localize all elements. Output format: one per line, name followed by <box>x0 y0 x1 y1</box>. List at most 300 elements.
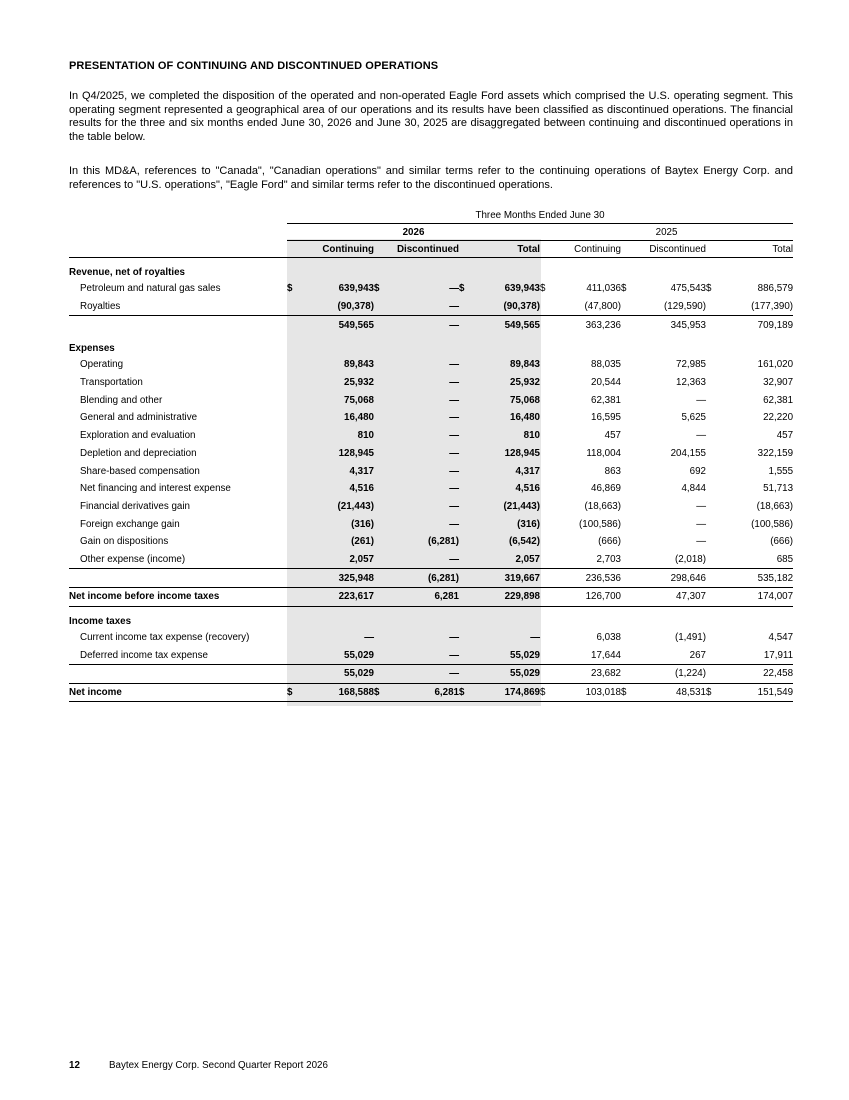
cell-value: 236,536 <box>552 569 621 588</box>
cell-value: 62,381 <box>763 394 794 406</box>
table-row <box>69 646 793 664</box>
table-row <box>69 629 793 647</box>
cell-value: (1,491) <box>674 632 706 644</box>
currency-symbol <box>287 515 300 533</box>
cell-value: 22,458 <box>718 665 793 684</box>
currency-symbol: $ <box>621 683 633 702</box>
cell-value: (666) <box>598 536 621 548</box>
cell-value: — <box>449 447 459 459</box>
cell-value: (21,443) <box>503 500 540 512</box>
cell-value: — <box>449 465 459 477</box>
row-label: Depletion and depreciation <box>80 447 197 459</box>
cell-value: 118,004 <box>586 447 621 459</box>
row-label: Foreign exchange gain <box>80 518 180 530</box>
cell-value: 886,579 <box>757 283 794 295</box>
currency-symbol <box>706 646 718 664</box>
currency-symbol <box>374 445 386 463</box>
currency-symbol: $ <box>540 683 552 702</box>
cell-value: (261) <box>351 536 374 548</box>
cell-value: — <box>449 283 459 295</box>
row-label <box>69 569 287 588</box>
row-label: Petroleum and natural gas sales <box>80 283 221 295</box>
cell-value: 223,617 <box>300 588 374 607</box>
currency-symbol <box>287 480 300 498</box>
cell-value: — <box>386 665 459 684</box>
currency-symbol <box>374 391 386 409</box>
currency-symbol <box>706 391 718 409</box>
table-row <box>69 298 793 316</box>
cell-value: — <box>449 377 459 389</box>
cell-value: (2,018) <box>633 551 706 569</box>
column-header: Continuing <box>287 241 374 258</box>
currency-symbol <box>459 629 471 647</box>
currency-symbol <box>459 588 471 607</box>
currency-symbol <box>374 588 386 607</box>
currency-symbol <box>540 298 552 316</box>
currency-symbol <box>287 409 300 427</box>
cell-value: 457 <box>604 430 621 442</box>
currency-symbol <box>540 374 552 392</box>
currency-symbol <box>621 533 633 551</box>
cell-value: 55,029 <box>471 665 540 684</box>
currency-symbol <box>287 298 300 316</box>
currency-symbol <box>540 480 552 498</box>
cell-value: 23,682 <box>552 665 621 684</box>
cell-value: 6,038 <box>596 632 621 644</box>
currency-symbol <box>374 646 386 664</box>
currency-symbol: $ <box>706 683 718 702</box>
cell-value: 20,544 <box>591 377 621 389</box>
cell-value: 4,844 <box>681 483 706 495</box>
currency-symbol <box>459 462 471 480</box>
cell-value: (100,586) <box>579 518 621 530</box>
currency-symbol <box>621 665 633 684</box>
cell-value: 25,932 <box>510 377 540 389</box>
currency-symbol <box>374 665 386 684</box>
cell-value: 639,943 <box>338 283 374 295</box>
currency-symbol: $ <box>459 283 465 295</box>
table-row <box>69 391 793 409</box>
currency-symbol <box>621 409 633 427</box>
cell-value: 685 <box>718 551 793 569</box>
currency-symbol <box>621 629 633 647</box>
currency-symbol <box>540 316 552 334</box>
cell-value: 25,932 <box>344 377 374 389</box>
row-label: Operating <box>80 359 124 371</box>
cell-value: 55,029 <box>471 646 540 664</box>
currency-symbol <box>459 498 471 516</box>
currency-symbol <box>706 498 718 516</box>
row-label: Royalties <box>69 298 287 316</box>
cell-value: 345,953 <box>670 319 706 331</box>
row-label <box>69 316 287 334</box>
cell-value: 4,547 <box>768 632 794 644</box>
cell-value: — <box>449 412 459 424</box>
cell-value: 161,020 <box>757 359 794 371</box>
currency-symbol <box>621 316 633 334</box>
currency-symbol <box>287 588 300 607</box>
table-row <box>69 409 793 427</box>
currency-symbol <box>459 480 471 498</box>
currency-symbol <box>287 391 300 409</box>
cell-value: (316) <box>351 518 374 530</box>
currency-symbol <box>459 298 471 316</box>
cell-value: 709,189 <box>757 319 794 331</box>
section-label: Revenue, net of royalties <box>69 267 185 278</box>
currency-symbol <box>374 480 386 498</box>
table-row <box>69 588 793 607</box>
currency-symbol: $ <box>540 283 546 295</box>
cell-value: — <box>530 632 540 644</box>
currency-symbol <box>459 316 471 334</box>
currency-symbol <box>706 629 718 647</box>
cell-value: (90,378) <box>300 298 374 316</box>
currency-symbol <box>621 445 633 463</box>
cell-value: 549,565 <box>504 319 540 331</box>
table-row <box>69 569 793 588</box>
currency-symbol <box>459 374 471 392</box>
currency-symbol <box>540 498 552 516</box>
cell-value: 2,703 <box>552 551 621 569</box>
currency-symbol <box>459 551 471 569</box>
cell-value: 55,029 <box>300 646 374 664</box>
cell-value: 72,985 <box>676 359 706 371</box>
cell-value: 319,667 <box>471 569 540 588</box>
cell-value: 535,182 <box>718 569 793 588</box>
currency-symbol <box>706 665 718 684</box>
cell-value: 75,068 <box>510 394 540 406</box>
currency-symbol <box>459 445 471 463</box>
cell-value: — <box>449 319 459 331</box>
cell-value: 103,018 <box>552 683 621 702</box>
table-row <box>69 427 793 445</box>
cell-value: 22,220 <box>763 412 794 424</box>
cell-value: (177,390) <box>718 298 793 316</box>
currency-symbol <box>621 480 633 498</box>
cell-value: 6,281 <box>386 588 459 607</box>
cell-value: 475,543 <box>670 283 706 295</box>
cell-value: 126,700 <box>552 588 621 607</box>
cell-value: 88,035 <box>591 359 621 371</box>
currency-symbol <box>287 551 300 569</box>
cell-value: — <box>449 394 459 406</box>
currency-symbol <box>287 569 300 588</box>
cell-value: 810 <box>523 430 540 442</box>
cell-value: — <box>696 518 706 530</box>
column-header: Discontinued <box>374 241 459 258</box>
currency-symbol <box>540 551 552 569</box>
currency-symbol <box>459 533 471 551</box>
cell-value: (316) <box>517 518 540 530</box>
currency-symbol <box>374 533 386 551</box>
year-header-2025: 2025 <box>540 224 793 241</box>
currency-symbol <box>540 462 552 480</box>
currency-symbol <box>459 646 471 664</box>
row-label: Exploration and evaluation <box>80 430 196 442</box>
cell-value: — <box>386 551 459 569</box>
row-label: General and administrative <box>80 412 198 424</box>
currency-symbol <box>459 515 471 533</box>
cell-value: 1,555 <box>768 465 794 477</box>
cell-value: 5,625 <box>681 412 706 424</box>
currency-symbol <box>540 569 552 588</box>
currency-symbol: $ <box>374 683 386 702</box>
currency-symbol <box>287 374 300 392</box>
currency-symbol <box>374 374 386 392</box>
cell-value: — <box>364 632 374 644</box>
table-row <box>69 665 793 684</box>
cell-value: 229,898 <box>471 588 540 607</box>
report-title: Baytex Energy Corp. Second Quarter Report 2026 <box>109 1060 328 1071</box>
currency-symbol <box>540 409 552 427</box>
table-row <box>69 515 793 533</box>
cell-value: 6,281 <box>386 683 459 702</box>
cell-value: — <box>449 359 459 371</box>
column-header: Continuing <box>540 241 621 258</box>
cell-value: 2,057 <box>471 551 540 569</box>
cell-value: 325,948 <box>300 569 374 588</box>
cell-value: (47,800) <box>552 298 621 316</box>
table-row <box>69 316 793 334</box>
cell-value: — <box>386 298 459 316</box>
currency-symbol <box>287 316 300 334</box>
year-header-2026: 2026 <box>287 224 540 241</box>
currency-symbol <box>374 316 386 334</box>
cell-value: 17,911 <box>718 646 793 664</box>
currency-symbol <box>621 462 633 480</box>
currency-symbol <box>287 427 300 445</box>
cell-value: (6,542) <box>508 536 540 548</box>
currency-symbol <box>621 498 633 516</box>
table-row <box>69 551 793 569</box>
currency-symbol <box>706 374 718 392</box>
currency-symbol <box>621 588 633 607</box>
currency-symbol <box>706 445 718 463</box>
column-header: Total <box>706 241 793 258</box>
table-row <box>69 498 793 516</box>
cell-value: (21,443) <box>337 500 374 512</box>
table-row <box>69 533 793 551</box>
currency-symbol <box>706 409 718 427</box>
currency-symbol <box>621 298 633 316</box>
currency-symbol <box>374 356 386 374</box>
currency-symbol <box>459 665 471 684</box>
cell-value: 298,646 <box>633 569 706 588</box>
currency-symbol: $ <box>621 283 627 295</box>
currency-symbol <box>287 498 300 516</box>
section-label: Income taxes <box>69 615 132 627</box>
cell-value: — <box>449 430 459 442</box>
cell-value: 89,843 <box>510 359 540 371</box>
currency-symbol <box>540 588 552 607</box>
cell-value: 4,516 <box>349 483 374 495</box>
row-label: Blending and other <box>80 394 163 406</box>
currency-symbol <box>621 569 633 588</box>
row-label: Net income <box>69 683 287 702</box>
row-label: Deferred income tax expense <box>69 646 287 664</box>
row-label: Share-based compensation <box>80 465 200 477</box>
cell-value: 47,307 <box>633 588 706 607</box>
currency-symbol <box>287 356 300 374</box>
cell-value: 62,381 <box>591 394 621 406</box>
period-header: Three Months Ended June 30 <box>287 207 793 224</box>
row-label <box>69 665 287 684</box>
currency-symbol: $ <box>459 683 471 702</box>
currency-symbol <box>540 629 552 647</box>
page-footer <box>69 1060 328 1071</box>
cell-value: 411,036 <box>586 283 621 295</box>
cell-value: 4,317 <box>349 465 374 477</box>
references-paragraph: In this MD&A, references to "Canada", "Canadian operations" and similar terms refer to the continuing operations of Baytex Energy Corp. and references to "U.S. operations", "Eagle Ford" and similar terms refer to the discontinued operations. <box>69 165 793 191</box>
currency-symbol <box>374 498 386 516</box>
row-label: Financial derivatives gain <box>80 500 190 512</box>
cell-value: — <box>696 430 706 442</box>
cell-value: (666) <box>770 536 794 548</box>
currency-symbol: $ <box>287 283 293 295</box>
cell-value: 810 <box>357 430 374 442</box>
currency-symbol <box>706 480 718 498</box>
cell-value: — <box>449 518 459 530</box>
cell-value: 204,155 <box>670 447 706 459</box>
cell-value: (6,281) <box>427 536 459 548</box>
currency-symbol <box>540 356 552 374</box>
currency-symbol <box>287 629 300 647</box>
cell-value: (18,663) <box>584 500 621 512</box>
currency-symbol <box>287 665 300 684</box>
currency-symbol <box>540 427 552 445</box>
currency-symbol <box>287 646 300 664</box>
cell-value: — <box>449 500 459 512</box>
cell-value: 174,007 <box>718 588 793 607</box>
cell-value: 16,595 <box>591 412 621 424</box>
currency-symbol <box>621 391 633 409</box>
currency-symbol <box>621 356 633 374</box>
cell-value: 267 <box>633 646 706 664</box>
currency-symbol <box>621 551 633 569</box>
currency-symbol <box>621 374 633 392</box>
cell-value: 16,480 <box>344 412 374 424</box>
cell-value: (18,663) <box>756 500 794 512</box>
financial-table <box>69 207 793 702</box>
currency-symbol <box>374 298 386 316</box>
currency-symbol <box>621 515 633 533</box>
cell-value: 2,057 <box>300 551 374 569</box>
currency-symbol <box>540 515 552 533</box>
cell-value: 168,588 <box>300 683 374 702</box>
currency-symbol <box>374 409 386 427</box>
currency-symbol <box>459 356 471 374</box>
currency-symbol <box>287 462 300 480</box>
currency-symbol <box>706 533 718 551</box>
currency-symbol <box>706 356 718 374</box>
currency-symbol <box>374 551 386 569</box>
currency-symbol: $ <box>706 283 712 295</box>
currency-symbol <box>374 569 386 588</box>
currency-symbol <box>621 427 633 445</box>
table-row <box>69 280 793 298</box>
section-heading: PRESENTATION OF CONTINUING AND DISCONTINUED OPERATIONS <box>69 60 439 72</box>
currency-symbol <box>706 462 718 480</box>
currency-symbol <box>459 409 471 427</box>
cell-value: 4,317 <box>515 465 540 477</box>
cell-value: (90,378) <box>471 298 540 316</box>
row-label: Gain on dispositions <box>80 536 169 548</box>
cell-value: 549,565 <box>338 319 374 331</box>
cell-value: — <box>449 483 459 495</box>
row-label: Net income before income taxes <box>69 588 287 607</box>
cell-value: 151,549 <box>718 683 793 702</box>
currency-symbol <box>706 569 718 588</box>
currency-symbol <box>540 533 552 551</box>
currency-symbol <box>459 427 471 445</box>
cell-value: 128,945 <box>504 447 540 459</box>
cell-value: 55,029 <box>300 665 374 684</box>
cell-value: 863 <box>604 465 621 477</box>
intro-paragraph: In Q4/2025, we completed the disposition of the operated and non-operated Eagle Ford assets which comprised the U.S. operating segment. This operating segment represented a geographical area of our operations and its results have been classified as discontinued operations. The financial results for the three and six months ended June 30, 2026 and June 30, 2025 are disaggregated between continuing and discontinued operations in the table below. <box>69 90 793 143</box>
cell-value: — <box>386 646 459 664</box>
cell-value: (100,586) <box>751 518 794 530</box>
cell-value: — <box>696 394 706 406</box>
currency-symbol: $ <box>374 283 380 295</box>
cell-value: 639,943 <box>504 283 540 295</box>
table-row <box>69 374 793 392</box>
cell-value: — <box>696 536 706 548</box>
cell-value: 363,236 <box>585 319 621 331</box>
table-row <box>69 356 793 374</box>
currency-symbol <box>287 445 300 463</box>
currency-symbol <box>706 427 718 445</box>
cell-value: (6,281) <box>386 569 459 588</box>
cell-value: 128,945 <box>338 447 374 459</box>
row-label: Current income tax expense (recovery) <box>80 632 250 644</box>
currency-symbol: $ <box>287 683 300 702</box>
table-row <box>69 445 793 463</box>
cell-value: — <box>696 500 706 512</box>
currency-symbol <box>374 462 386 480</box>
cell-value: 46,869 <box>591 483 621 495</box>
section-label: Expenses <box>69 343 115 355</box>
cell-value: 4,516 <box>515 483 540 495</box>
currency-symbol <box>540 646 552 664</box>
currency-symbol <box>374 515 386 533</box>
cell-value: 17,644 <box>552 646 621 664</box>
column-header: Total <box>459 241 540 258</box>
row-label: Transportation <box>80 377 143 389</box>
currency-symbol <box>706 316 718 334</box>
cell-value: 89,843 <box>344 359 374 371</box>
currency-symbol <box>374 427 386 445</box>
currency-symbol <box>706 515 718 533</box>
currency-symbol <box>459 391 471 409</box>
cell-value: (129,590) <box>633 298 706 316</box>
cell-value: 457 <box>776 430 794 442</box>
table-row <box>69 480 793 498</box>
cell-value: 48,531 <box>633 683 706 702</box>
currency-symbol <box>287 533 300 551</box>
currency-symbol <box>540 445 552 463</box>
currency-symbol <box>459 569 471 588</box>
currency-symbol <box>621 646 633 664</box>
cell-value: (1,224) <box>633 665 706 684</box>
cell-value: 322,159 <box>757 447 794 459</box>
column-header: Discontinued <box>621 241 706 258</box>
currency-symbol <box>540 391 552 409</box>
currency-symbol <box>706 551 718 569</box>
row-label: Other expense (income) <box>69 551 287 569</box>
cell-value: — <box>449 632 459 644</box>
cell-value: 75,068 <box>344 394 374 406</box>
table-row <box>69 462 793 480</box>
